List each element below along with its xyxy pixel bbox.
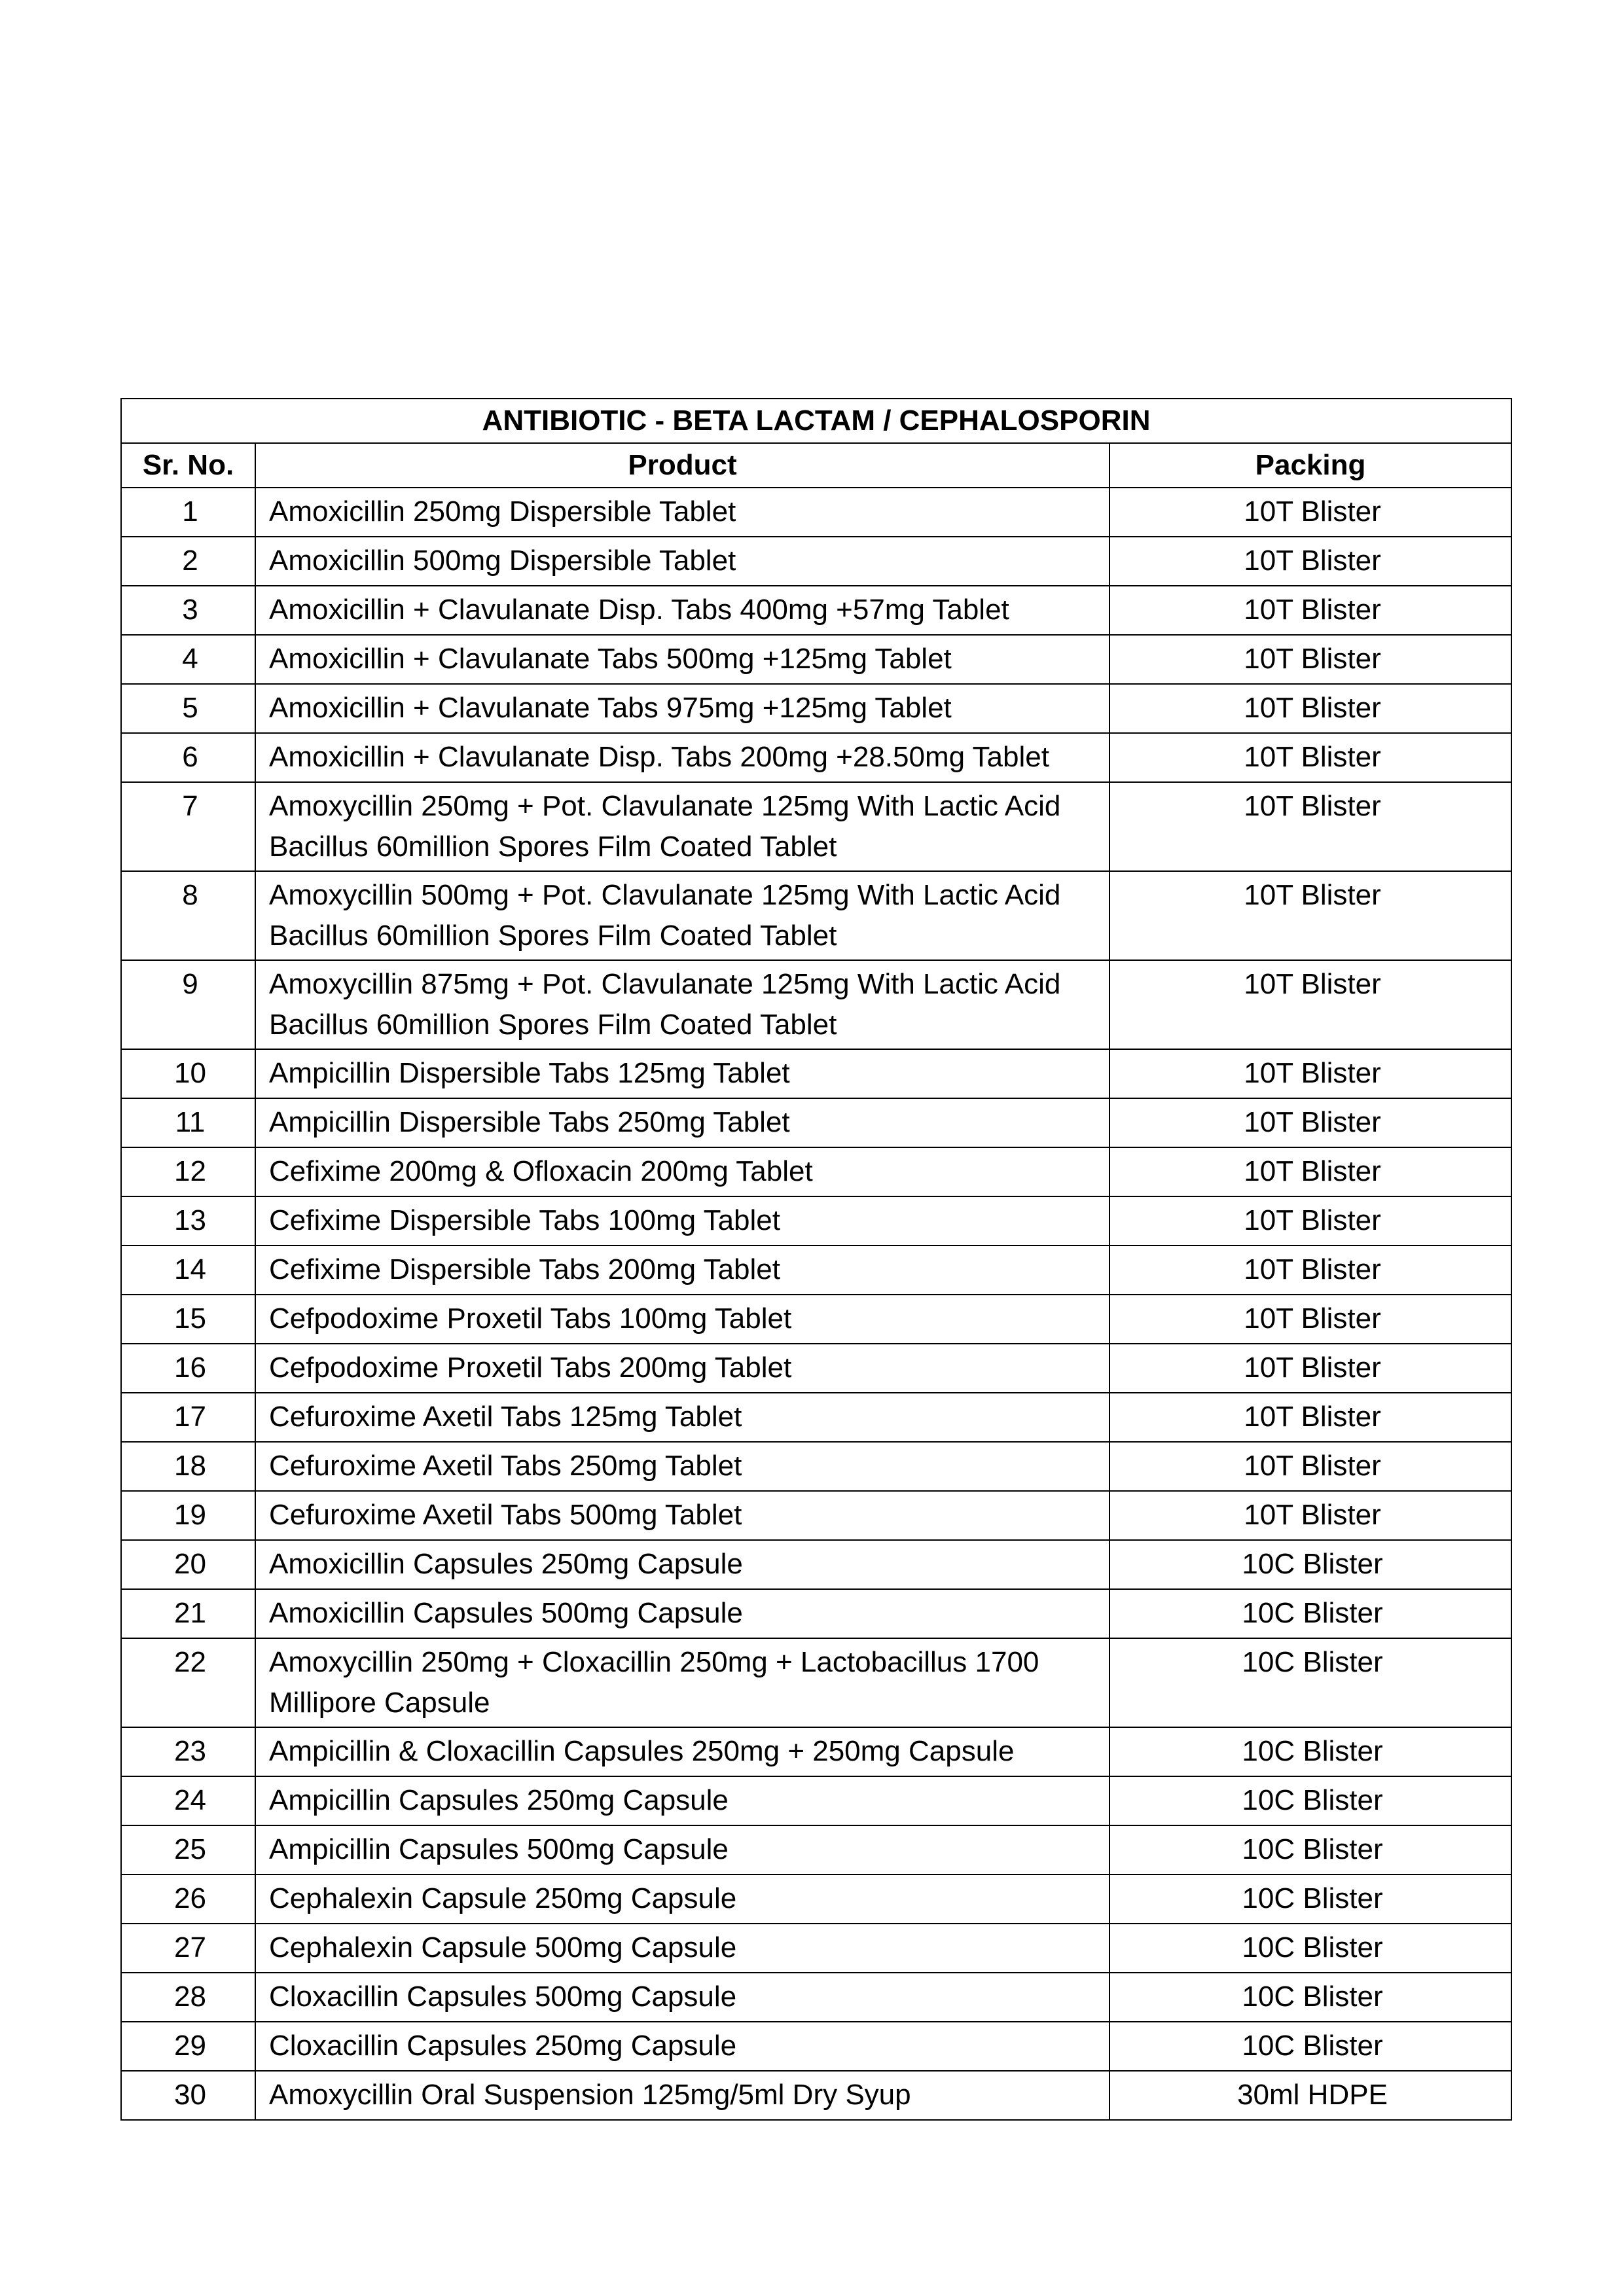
cell-packing: 10T Blister — [1110, 635, 1511, 684]
cell-product: Amoxicillin + Clavulanate Disp. Tabs 400mg +57mg Tablet — [255, 586, 1110, 635]
cell-product: Cephalexin Capsule 500mg Capsule — [255, 1924, 1110, 1973]
table-row — [121, 1874, 1511, 1924]
cell-sr-no: 9 — [121, 960, 255, 1049]
table-row — [121, 1540, 1511, 1589]
cell-sr-no: 8 — [121, 871, 255, 960]
cell-packing: 10C Blister — [1110, 1874, 1511, 1924]
table-row — [121, 1638, 1511, 1727]
cell-packing: 10C Blister — [1110, 1540, 1511, 1589]
table-row — [121, 1344, 1511, 1393]
cell-product: Amoxycillin 875mg + Pot. Clavulanate 125mg With Lactic Acid Bacillus 60million Spores Film Coated Tablet — [255, 960, 1110, 1049]
table-row — [121, 871, 1511, 960]
cell-sr-no: 21 — [121, 1589, 255, 1638]
cell-product: Cefixime 200mg & Ofloxacin 200mg Tablet — [255, 1147, 1110, 1196]
cell-packing: 10C Blister — [1110, 1638, 1511, 1727]
table-row — [121, 1825, 1511, 1874]
cell-product: Amoxicillin Capsules 500mg Capsule — [255, 1589, 1110, 1638]
table-row — [121, 1727, 1511, 1776]
table-row — [121, 1049, 1511, 1098]
table-row — [121, 1973, 1511, 2022]
cell-product: Ampicillin Dispersible Tabs 125mg Tablet — [255, 1049, 1110, 1098]
cell-sr-no: 24 — [121, 1776, 255, 1825]
cell-sr-no: 19 — [121, 1491, 255, 1540]
cell-sr-no: 1 — [121, 488, 255, 537]
cell-sr-no: 29 — [121, 2022, 255, 2071]
product-table — [120, 398, 1512, 2121]
cell-product: Cefpodoxime Proxetil Tabs 200mg Tablet — [255, 1344, 1110, 1393]
cell-packing: 10C Blister — [1110, 1589, 1511, 1638]
cell-packing: 10T Blister — [1110, 1098, 1511, 1147]
table-row — [121, 733, 1511, 782]
table-header-row — [121, 443, 1511, 488]
cell-packing: 10T Blister — [1110, 1295, 1511, 1344]
table-row — [121, 586, 1511, 635]
cell-sr-no: 5 — [121, 684, 255, 733]
table-row — [121, 1147, 1511, 1196]
cell-packing: 10T Blister — [1110, 871, 1511, 960]
cell-sr-no: 28 — [121, 1973, 255, 2022]
cell-packing: 10T Blister — [1110, 733, 1511, 782]
cell-sr-no: 3 — [121, 586, 255, 635]
cell-product: Cefuroxime Axetil Tabs 250mg Tablet — [255, 1442, 1110, 1491]
cell-sr-no: 25 — [121, 1825, 255, 1874]
cell-sr-no: 14 — [121, 1246, 255, 1295]
cell-product: Ampicillin & Cloxacillin Capsules 250mg + 250mg Capsule — [255, 1727, 1110, 1776]
cell-sr-no: 7 — [121, 782, 255, 871]
cell-product: Cefixime Dispersible Tabs 200mg Tablet — [255, 1246, 1110, 1295]
cell-sr-no: 30 — [121, 2071, 255, 2120]
cell-packing: 10T Blister — [1110, 960, 1511, 1049]
cell-product: Ampicillin Capsules 500mg Capsule — [255, 1825, 1110, 1874]
cell-sr-no: 2 — [121, 537, 255, 586]
cell-sr-no: 27 — [121, 1924, 255, 1973]
cell-sr-no: 20 — [121, 1540, 255, 1589]
cell-product: Cefixime Dispersible Tabs 100mg Tablet — [255, 1196, 1110, 1246]
cell-packing: 30ml HDPE — [1110, 2071, 1511, 2120]
cell-product: Amoxicillin Capsules 250mg Capsule — [255, 1540, 1110, 1589]
table-title: ANTIBIOTIC - BETA LACTAM / CEPHALOSPORIN — [121, 399, 1511, 443]
cell-product: Amoxycillin 250mg + Cloxacillin 250mg + Lactobacillus 1700 Millipore Capsule — [255, 1638, 1110, 1727]
table-row — [121, 1589, 1511, 1638]
cell-packing: 10T Blister — [1110, 1246, 1511, 1295]
cell-packing: 10C Blister — [1110, 2022, 1511, 2071]
table-row — [121, 537, 1511, 586]
cell-packing: 10T Blister — [1110, 1049, 1511, 1098]
cell-product: Amoxicillin 250mg Dispersible Tablet — [255, 488, 1110, 537]
table-row — [121, 2022, 1511, 2071]
cell-product: Amoxicillin + Clavulanate Tabs 975mg +125mg Tablet — [255, 684, 1110, 733]
column-header-packing: Packing — [1110, 443, 1511, 488]
cell-packing: 10T Blister — [1110, 1196, 1511, 1246]
cell-packing: 10T Blister — [1110, 537, 1511, 586]
cell-product: Cloxacillin Capsules 500mg Capsule — [255, 1973, 1110, 2022]
cell-product: Cloxacillin Capsules 250mg Capsule — [255, 2022, 1110, 2071]
cell-packing: 10T Blister — [1110, 684, 1511, 733]
cell-product: Amoxicillin + Clavulanate Disp. Tabs 200mg +28.50mg Tablet — [255, 733, 1110, 782]
cell-product: Amoxicillin 500mg Dispersible Tablet — [255, 537, 1110, 586]
cell-sr-no: 16 — [121, 1344, 255, 1393]
column-header-sr-no: Sr. No. — [121, 443, 255, 488]
table-row — [121, 782, 1511, 871]
cell-product: Amoxycillin 250mg + Pot. Clavulanate 125mg With Lactic Acid Bacillus 60million Spores Film Coated Tablet — [255, 782, 1110, 871]
cell-packing: 10T Blister — [1110, 1344, 1511, 1393]
cell-sr-no: 13 — [121, 1196, 255, 1246]
table-row — [121, 1442, 1511, 1491]
table-row — [121, 1246, 1511, 1295]
cell-sr-no: 17 — [121, 1393, 255, 1442]
cell-packing: 10C Blister — [1110, 1973, 1511, 2022]
table-title-row — [121, 399, 1511, 443]
cell-product: Amoxycillin 500mg + Pot. Clavulanate 125mg With Lactic Acid Bacillus 60million Spores Film Coated Tablet — [255, 871, 1110, 960]
cell-product: Amoxicillin + Clavulanate Tabs 500mg +125mg Tablet — [255, 635, 1110, 684]
cell-packing: 10C Blister — [1110, 1825, 1511, 1874]
table-row — [121, 1924, 1511, 1973]
cell-packing: 10T Blister — [1110, 782, 1511, 871]
cell-product: Cefuroxime Axetil Tabs 500mg Tablet — [255, 1491, 1110, 1540]
cell-sr-no: 15 — [121, 1295, 255, 1344]
table-row — [121, 1196, 1511, 1246]
cell-packing: 10T Blister — [1110, 586, 1511, 635]
cell-product: Cefpodoxime Proxetil Tabs 100mg Tablet — [255, 1295, 1110, 1344]
table-body — [121, 488, 1511, 2120]
table-row — [121, 1098, 1511, 1147]
table-row — [121, 1491, 1511, 1540]
cell-packing: 10C Blister — [1110, 1924, 1511, 1973]
cell-packing: 10C Blister — [1110, 1727, 1511, 1776]
cell-sr-no: 12 — [121, 1147, 255, 1196]
cell-packing: 10T Blister — [1110, 488, 1511, 537]
cell-product: Cefuroxime Axetil Tabs 125mg Tablet — [255, 1393, 1110, 1442]
cell-product: Cephalexin Capsule 250mg Capsule — [255, 1874, 1110, 1924]
cell-sr-no: 23 — [121, 1727, 255, 1776]
table-row — [121, 488, 1511, 537]
cell-product: Ampicillin Capsules 250mg Capsule — [255, 1776, 1110, 1825]
table-row — [121, 635, 1511, 684]
cell-sr-no: 11 — [121, 1098, 255, 1147]
table-row — [121, 1776, 1511, 1825]
cell-sr-no: 26 — [121, 1874, 255, 1924]
table-row — [121, 684, 1511, 733]
cell-sr-no: 22 — [121, 1638, 255, 1727]
table-row — [121, 1295, 1511, 1344]
cell-packing: 10T Blister — [1110, 1442, 1511, 1491]
cell-product: Amoxycillin Oral Suspension 125mg/5ml Dry Syup — [255, 2071, 1110, 2120]
cell-sr-no: 4 — [121, 635, 255, 684]
cell-packing: 10C Blister — [1110, 1776, 1511, 1825]
cell-packing: 10T Blister — [1110, 1393, 1511, 1442]
table-row — [121, 1393, 1511, 1442]
column-header-product: Product — [255, 443, 1110, 488]
cell-product: Ampicillin Dispersible Tabs 250mg Tablet — [255, 1098, 1110, 1147]
cell-sr-no: 6 — [121, 733, 255, 782]
cell-sr-no: 18 — [121, 1442, 255, 1491]
table-row — [121, 2071, 1511, 2120]
cell-sr-no: 10 — [121, 1049, 255, 1098]
cell-packing: 10T Blister — [1110, 1491, 1511, 1540]
table-row — [121, 960, 1511, 1049]
cell-packing: 10T Blister — [1110, 1147, 1511, 1196]
